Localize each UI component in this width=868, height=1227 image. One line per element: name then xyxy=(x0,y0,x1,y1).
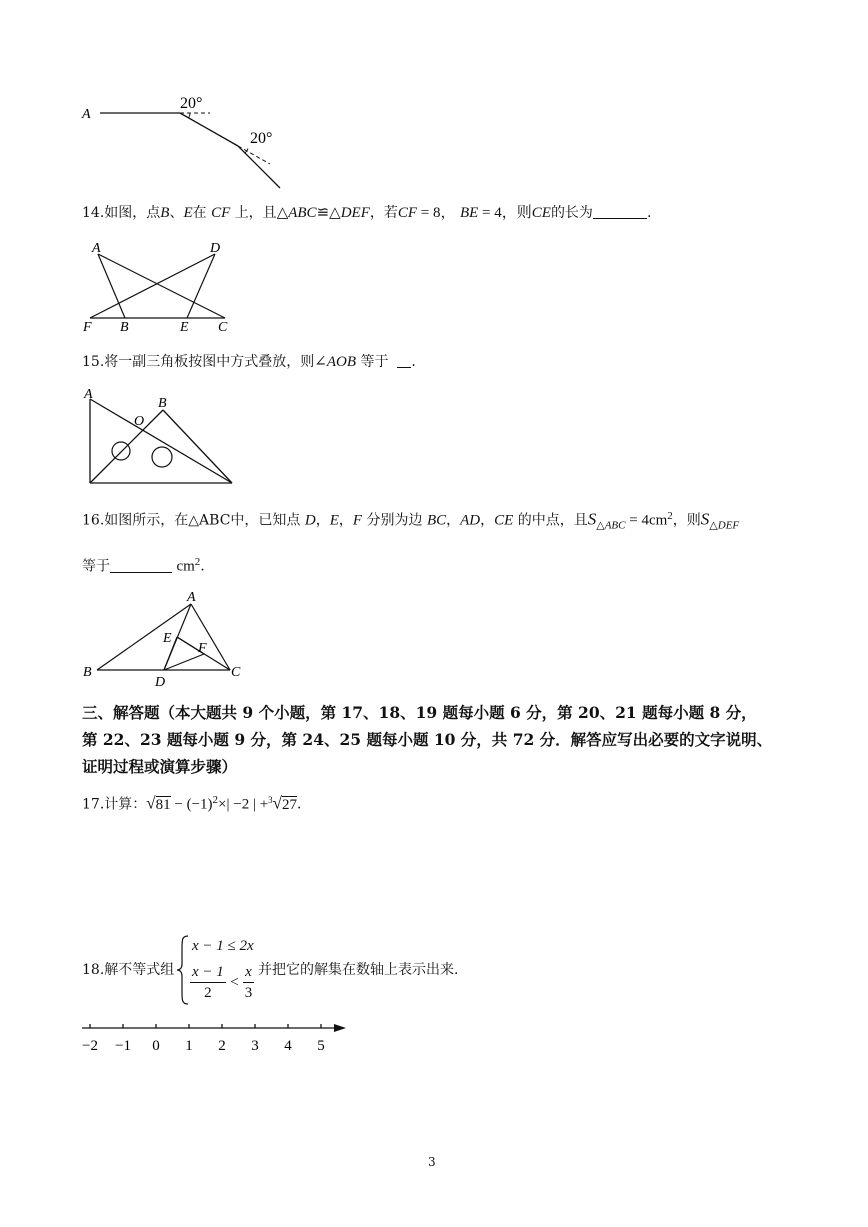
q14-text-on: 上，且 xyxy=(234,205,277,221)
q14-abc: ABC xyxy=(288,205,317,221)
question-15 xyxy=(82,352,416,372)
q15-angle-symbol: ∠ xyxy=(314,354,327,370)
figure-q14-triangles xyxy=(80,238,240,334)
question-18-prefix xyxy=(82,960,174,980)
q15-answer-blank[interactable] xyxy=(397,353,411,368)
number-line xyxy=(80,1016,360,1060)
number-line-arrow xyxy=(334,1024,346,1032)
q14-fig-label-a: A xyxy=(92,241,101,256)
section-3-heading xyxy=(82,699,772,780)
number-line-tick-label: −1 xyxy=(115,1038,131,1054)
number-line-tick-label: 4 xyxy=(284,1038,292,1054)
q15-fig-label-o: O xyxy=(134,414,145,429)
number-line-tick-label: 3 xyxy=(251,1038,259,1054)
q18-less-than: < xyxy=(230,974,239,991)
fig13-angle-2: 20° xyxy=(250,130,273,147)
q16-point-d: D xyxy=(304,512,316,529)
q18-fraction-2 xyxy=(243,962,254,1003)
q16-line2-prefix: 等于 xyxy=(82,558,110,575)
q14-triangle-symbol: △ xyxy=(276,205,289,221)
q16-fig-label-f: F xyxy=(198,641,207,656)
q15-end: . xyxy=(411,354,416,370)
q16-unit: cm xyxy=(176,558,195,575)
q14-text-prefix: 14.如图，点 xyxy=(82,205,161,221)
q17-radicand-27: 27 xyxy=(282,796,298,813)
q16-area-value: = 4cm xyxy=(625,512,668,529)
number-line-tick-label: 1 xyxy=(185,1038,193,1054)
q18-fraction-1 xyxy=(190,962,226,1003)
q14-congruent: ≌ xyxy=(316,205,330,221)
q16-bc: BC xyxy=(426,512,447,529)
q18-inequality-2 xyxy=(190,962,254,1003)
question-16-line-2 xyxy=(82,552,205,577)
question-17 xyxy=(82,790,311,815)
q14-ce: CE xyxy=(531,205,551,221)
q16-fig-label-c: C xyxy=(231,665,241,680)
figure-q13-angles xyxy=(80,88,300,192)
q16-comma-4: ， xyxy=(480,512,495,529)
figure-q16-triangle xyxy=(80,586,250,690)
q16-comma-2: ， xyxy=(338,512,353,529)
q16-text-prefix: 16.如图所示，在△ABC中，已知点 xyxy=(82,512,301,529)
q16-fig-label-b: B xyxy=(83,665,92,680)
q16-text-mid2: 的中点，且 xyxy=(517,512,588,529)
section-3-line-3: 证明过程或演算步骤） xyxy=(82,757,238,776)
q16-fig-label-e: E xyxy=(163,631,172,646)
q14-text-in: 在 xyxy=(192,205,207,221)
page-number: 3 xyxy=(428,1155,436,1169)
number-line-tick-label: 0 xyxy=(152,1038,160,1054)
q16-sub-abc: △ABC xyxy=(596,519,626,532)
q14-fig-label-b: B xyxy=(120,320,129,334)
q16-s-abc: S xyxy=(587,509,597,529)
q14-eq4: = 4，则 xyxy=(478,205,532,221)
q14-triangle-symbol-2: △ xyxy=(329,205,341,221)
q14-fig-label-d: D xyxy=(210,241,221,256)
section-3-line-2: 第 22、23 题每小题 9 分，第 24、25 题每小题 10 分，共 72 分．解答应写出必要的文字说明、 xyxy=(82,730,773,749)
q14-be: BE xyxy=(459,205,479,221)
q14-cf: CF xyxy=(397,205,418,221)
q18-inequality-1 xyxy=(192,936,254,956)
q16-point-e: E xyxy=(329,512,339,529)
q16-s-def: S xyxy=(700,509,710,529)
q14-sep: 、 xyxy=(169,205,184,221)
q14-segment-cf: CF xyxy=(211,205,231,221)
q15-fig-label-a: A xyxy=(84,387,93,402)
q16-fig-label-a: A xyxy=(187,590,196,605)
q15-fig-label-b: B xyxy=(158,396,167,411)
q15-suffix: 等于 xyxy=(360,354,389,370)
q18-text-prefix: 18.解不等式组 xyxy=(82,962,175,978)
q16-text-mid: 分别为边 xyxy=(366,512,423,529)
q16-unit-exp: 2 xyxy=(194,556,201,568)
q17-radicand-81: 81 xyxy=(155,796,171,813)
q17-sqrt-symbol: √ xyxy=(146,793,156,813)
number-line-tick-label: 2 xyxy=(218,1038,226,1054)
q16-area-exp: 2 xyxy=(667,510,673,522)
q18-brace xyxy=(176,934,190,1006)
q18-fraction-2-num: x xyxy=(243,962,254,983)
q18-fraction-1-den: 2 xyxy=(204,985,212,1001)
number-line-tick-label: 5 xyxy=(317,1038,325,1054)
q14-def: DEF xyxy=(340,205,370,221)
fig13-label-a: A xyxy=(82,107,91,122)
q17-cbrt-index: 3 xyxy=(268,795,273,805)
q16-comma-3: ， xyxy=(446,512,461,529)
q15-text-prefix: 15.将一副三角板按图中方式叠放，则 xyxy=(82,354,315,370)
q17-text-prefix: 17.计算： xyxy=(82,796,147,813)
q14-end: . xyxy=(646,205,652,221)
q14-fig-label-e: E xyxy=(180,320,189,334)
question-18-suffix xyxy=(258,960,458,980)
question-16 xyxy=(82,506,739,535)
q14-point-e: E xyxy=(183,205,193,221)
q18-fraction-2-den: 3 xyxy=(244,985,253,1001)
q14-suffix: 的长为 xyxy=(550,205,593,221)
q17-expression-mid: − (−1) xyxy=(170,796,213,813)
fig13-angle-1: 20° xyxy=(180,95,203,112)
q16-ce: CE xyxy=(494,512,514,529)
q14-fig-label-c: C xyxy=(218,320,228,334)
q15-aob: AOB xyxy=(326,354,357,370)
q17-expression-rest: ×| −2 | + xyxy=(218,796,269,813)
section-3-line-1: 三、解答题（本大题共 9 个小题，第 17、18、19 题每小题 6 分，第 20、21 题每小题 8 分， xyxy=(82,703,757,722)
q14-answer-blank[interactable] xyxy=(593,204,647,219)
q18-text-suffix: 并把它的解集在数轴上表示出来. xyxy=(258,962,459,978)
q18-ineq1-text: x − 1 ≤ 2x xyxy=(192,938,254,954)
q14-text-if: ，若 xyxy=(369,205,398,221)
q14-eq8: = 8， xyxy=(417,205,456,221)
q16-comma-1: ， xyxy=(315,512,330,529)
q16-fig-label-d: D xyxy=(155,675,166,690)
q16-sub-def: △DEF xyxy=(709,519,740,532)
q17-cbrt-symbol: √ xyxy=(272,793,283,813)
q16-ad: AD xyxy=(460,512,481,529)
q14-point-b: B xyxy=(160,205,170,221)
figure-q15-set-squares xyxy=(80,385,240,487)
question-14 xyxy=(82,203,651,223)
q16-answer-blank[interactable] xyxy=(110,558,172,573)
q16-text-then: ，则 xyxy=(672,512,701,529)
q17-exponent: 2 xyxy=(212,794,219,806)
q18-fraction-1-num: x − 1 xyxy=(190,962,226,983)
q14-fig-label-f: F xyxy=(83,320,92,334)
q16-end: . xyxy=(200,558,205,575)
q17-end: ． xyxy=(297,796,312,813)
q16-point-f: F xyxy=(352,512,363,529)
number-line-tick-label: −2 xyxy=(82,1038,98,1054)
